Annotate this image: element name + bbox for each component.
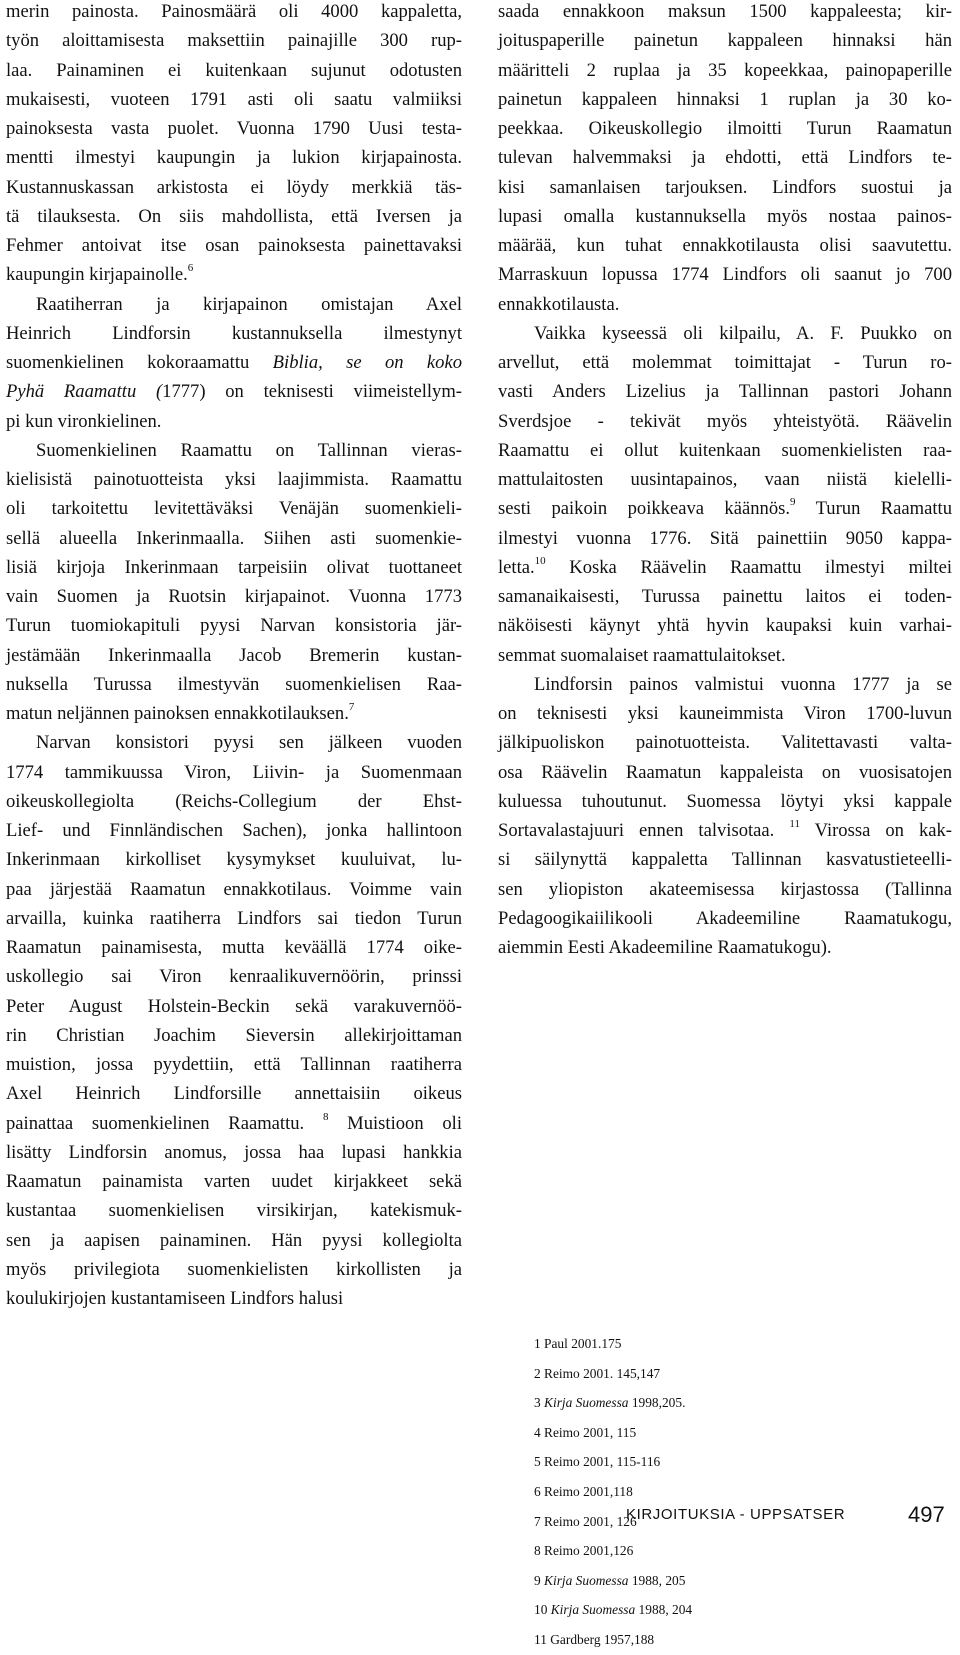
text-line — [498, 0, 952, 26]
text-line — [6, 494, 462, 523]
footnote-ref: 8 — [322, 1110, 329, 1123]
text-run: mattulaitosten uusintapainos, vaan niistä kielelli- — [498, 469, 952, 490]
text-line — [6, 1196, 462, 1225]
page-footer — [0, 1502, 960, 1532]
text-line — [498, 143, 952, 172]
text-run: kaupungin kirjapainolle. — [6, 264, 188, 286]
text-run: painoksesta vasta puolet. Vuonna 1790 Uusi testa- — [6, 118, 462, 139]
text-line — [498, 699, 952, 728]
text-line — [498, 728, 952, 757]
text-line — [6, 465, 462, 494]
text-run: suomenkielinen kokoraamattu — [6, 352, 273, 373]
text-line — [6, 173, 462, 202]
text-line — [6, 26, 462, 55]
text-run: arvellut, että molemmat toimittajat - Turun ro- — [498, 352, 952, 373]
text-run: määrää, kun tuhat ennakkotilausta olisi saavutettu. — [498, 235, 952, 256]
text-run: Sortavalastajuuri ennen talvisotaa. — [498, 820, 790, 841]
text-run: laa. Painaminen ei kuitenkaan sujunut odotusten — [6, 59, 462, 81]
text-run: koulukirjojen kustantamiseen Lindfors halusi — [6, 1288, 344, 1309]
text-line — [534, 1566, 834, 1596]
right-column — [498, 0, 952, 962]
text-line — [534, 1388, 834, 1418]
text-run: Suomenkielinen Raamattu on Tallinnan vieras- — [36, 439, 462, 461]
text-run: Raamatun painamisesta, mutta keväällä 1774 oike- — [6, 937, 462, 958]
italic-text: Biblia, se on koko — [272, 352, 462, 373]
footnotes — [534, 1329, 834, 1655]
text-line — [6, 1021, 462, 1050]
text-line — [498, 524, 952, 553]
text-line — [498, 553, 952, 582]
text-line — [498, 56, 952, 85]
text-line — [6, 143, 462, 172]
text-run: oli tarkoitettu levitettäväksi Venäjän suomenkieli- — [6, 498, 462, 520]
text-run: nuksella Turussa ilmestyvän suomenkielisen Raa- — [6, 673, 462, 695]
text-line — [498, 875, 952, 904]
text-run: pi kun vironkielinen. — [6, 410, 162, 432]
text-line — [498, 26, 952, 55]
text-line — [6, 1050, 462, 1079]
text-run: määritteli 2 ruplaa ja 35 kopeekkaa, painopaperille — [498, 59, 952, 81]
text-line — [6, 816, 462, 845]
text-line — [6, 611, 462, 640]
text-line — [498, 816, 952, 845]
text-line — [498, 407, 952, 436]
text-line — [498, 641, 952, 670]
text-run: Axel Heinrich Lindforsille annettaisiin oikeus — [6, 1083, 462, 1105]
text-line — [498, 85, 952, 114]
text-run: saada ennakkoon maksun 1500 kappaleesta; kir- — [498, 1, 952, 22]
italic-text: Kirja Suomessa — [544, 1395, 629, 1411]
text-run: Lindforsin painos valmistui vuonna 1777 ja se — [534, 673, 952, 695]
text-line — [6, 758, 462, 787]
text-line — [534, 1447, 834, 1477]
text-run: Raamattu ei ollut kuitenkaan suomenkielisten raa- — [498, 439, 952, 461]
text-run: Vaikka kyseessä oli kilpailu, A. F. Puukko on — [534, 322, 952, 344]
footnote-ref: 10 — [534, 554, 546, 567]
text-line — [498, 114, 952, 143]
italic-text: Pyhä Raamattu ( — [6, 381, 163, 403]
text-line — [534, 1625, 834, 1655]
text-run: peekkaa. Oikeuskollegio ilmoitti Turun Raamatun — [498, 118, 952, 139]
text-run: mentti ilmestyi kaupungin ja lukion kirjapainosta. — [6, 147, 462, 169]
text-line — [6, 407, 462, 436]
page-number: 497 — [908, 1502, 945, 1527]
text-line — [6, 377, 462, 406]
text-run: 9 — [534, 1572, 545, 1588]
text-line — [6, 1138, 462, 1167]
text-run: ilmestyi vuonna 1776. Sitä painettiin 9050 kappa- — [498, 527, 952, 549]
text-run: 1 Paul 2001.175 — [534, 1336, 622, 1351]
text-line — [6, 436, 462, 465]
text-run: paa järjestää Raamatun ennakkotilaus. Voimme vain — [6, 878, 462, 900]
text-run: on teknisesti yksi kauneimmista Viron 1700-luvun — [498, 703, 952, 724]
footnote-ref: 9 — [790, 496, 796, 509]
text-line — [6, 904, 462, 933]
text-run: Koska Räävelin Raamattu ilmestyi miltei — [545, 556, 952, 578]
text-run: matun neljännen painoksen ennakkotilauksen. — [6, 703, 349, 724]
text-run: sesti paikoin poikkeava käännös. — [498, 498, 791, 520]
text-run: joituspaperille painetun kappaleen hinnaksi hän — [498, 30, 952, 52]
text-run: painetun kappaleen hinnaksi 1 ruplan ja 30 ko- — [498, 88, 952, 110]
text-run: 1988, 205 — [628, 1572, 686, 1588]
text-line — [6, 290, 462, 319]
text-run: osa Räävelin Raamatun kappaleista on vuosisatojen — [498, 761, 952, 783]
text-run: tä tilauksesta. On siis mahdollista, että Iversen ja — [6, 205, 462, 227]
text-line — [6, 641, 462, 670]
text-line — [6, 933, 462, 962]
text-line — [498, 348, 952, 377]
text-run: painattaa suomenkielinen Raamattu. — [6, 1112, 323, 1134]
text-line — [498, 319, 952, 348]
text-run: semmat suomalaiset raamattulaitokset. — [498, 644, 786, 666]
text-run: Turun tuomiokapituli pyysi Narvan konsistoria jär- — [6, 615, 462, 637]
text-run: jälkipuoliskon painotuotteista. Valitettavasti valta- — [498, 732, 952, 754]
text-line — [498, 758, 952, 787]
text-run: Turun Raamattu — [795, 498, 953, 520]
text-line — [6, 787, 462, 816]
text-line — [498, 787, 952, 816]
footer-label: KIRJOITUKSIA - UPPSATSER — [626, 1506, 846, 1523]
text-run: ennakkotilausta. — [498, 293, 620, 315]
text-line — [534, 1418, 834, 1448]
text-run: työn aloittamisesta maksettiin painajille 300 rup- — [6, 30, 462, 52]
text-line — [498, 494, 952, 523]
text-line — [6, 1226, 462, 1255]
text-run: 8 Reimo 2001,126 — [534, 1543, 634, 1559]
text-line — [6, 524, 462, 553]
text-run: 5 Reimo 2001, 115-116 — [534, 1454, 661, 1470]
text-run: lupasi omalla kustannuksella myös nostaa painos- — [498, 205, 952, 227]
text-run: Marraskuun lopussa 1774 Lindfors oli saanut jo 700 — [498, 264, 952, 286]
text-run: Virossa on kak- — [799, 820, 953, 841]
text-line — [6, 56, 462, 85]
text-run: letta. — [498, 556, 535, 578]
text-line — [498, 202, 952, 231]
text-run: Narvan konsistori pyysi sen jälkeen vuoden — [36, 732, 462, 754]
text-line — [6, 875, 462, 904]
text-run: vain Suomen ja Ruotsin kirjapainot. Vuonna 1773 — [6, 586, 462, 607]
text-run: aiemmin Eesti Akadeemiline Raamatukogu). — [498, 937, 832, 958]
text-run: Muistioon oli — [328, 1112, 463, 1134]
text-run: Sverdsjoe - tekivät myös yhteistyötä. Räävelin — [498, 410, 952, 432]
text-line — [498, 670, 952, 699]
text-run: 1998,205. — [628, 1395, 686, 1411]
text-run: muistion, jossa pyydettiin, että Tallinnan raatiherra — [6, 1054, 462, 1075]
text-line — [498, 933, 952, 962]
text-run: oikeuskollegiolta (Reichs-Collegium der Ehst- — [6, 790, 462, 812]
text-run: sen ja aapisen painaminen. Hän pyysi kollegiolta — [6, 1229, 462, 1251]
text-run: Raamatun painamista varten uudet kirjakkeet sekä — [6, 1171, 462, 1192]
text-line — [498, 231, 952, 260]
text-line — [6, 202, 462, 231]
text-line — [6, 0, 462, 26]
text-line — [498, 173, 952, 202]
text-line — [534, 1536, 834, 1566]
text-run: 4 Reimo 2001, 115 — [534, 1424, 637, 1440]
text-line — [6, 231, 462, 260]
text-line — [6, 1284, 462, 1313]
text-run: sen yliopiston akateemisessa kirjastossa (Tallinna — [498, 878, 952, 900]
text-run: uskollegio sai Viron kenraalikuvernöörin, prinssi — [6, 966, 462, 988]
text-line — [498, 290, 952, 319]
text-line — [498, 260, 952, 289]
text-line — [6, 85, 462, 114]
text-run: kisi samanlaisen tarjouksen. Lindfors suostui ja — [498, 176, 952, 198]
footnote-ref: 6 — [187, 262, 194, 275]
text-line — [498, 377, 952, 406]
text-run: lisiä kirjoja Inkerinmaan tarpeisiin olivat tuottaneet — [6, 556, 462, 578]
text-run: 6 Reimo 2001,118 — [534, 1483, 633, 1499]
text-run: Peter August Holstein-Beckin sekä varakuvernöö- — [6, 995, 462, 1017]
text-run: samanaikaisesti, Turussa painettu laitos ei toden- — [498, 586, 952, 607]
text-line — [6, 1079, 462, 1108]
text-run: vasti Anders Lizelius ja Tallinnan pastori Johann — [498, 381, 952, 403]
text-run: 1777) on teknisesti viimeistellym- — [162, 381, 462, 403]
text-run: 2 Reimo 2001. 145,147 — [534, 1365, 661, 1381]
text-run: Kustannuskassan arkistosta ei löydy merkkiä täs- — [6, 176, 462, 198]
text-run: 3 — [534, 1395, 545, 1411]
text-line — [498, 436, 952, 465]
text-run: lisätty Lindforsin anomus, jossa haa lupasi hankkia — [6, 1141, 462, 1163]
text-run: Fehmer antoivat itse osan painoksesta painettavaksi — [6, 235, 462, 256]
footnote-ref: 11 — [789, 818, 800, 830]
text-run: merin painosta. Painosmäärä oli 4000 kappaletta, — [6, 1, 462, 22]
text-line — [6, 260, 462, 289]
text-run: 1988, 204 — [635, 1602, 693, 1618]
text-line — [6, 319, 462, 348]
text-line — [6, 1167, 462, 1196]
text-line — [534, 1359, 834, 1389]
text-line — [6, 728, 462, 757]
text-run: kielisistä painotuotteista yksi laajimmista. Raamattu — [6, 469, 462, 490]
text-run: si säilynyttä kappaletta Tallinnan kasvatustieteelli- — [498, 849, 952, 871]
text-line — [498, 465, 952, 494]
text-run: Lief- und Finnländischen Sachen), jonka hallintoon — [6, 820, 462, 841]
text-run: kuluessa tuhoutunut. Suomessa löytyi yksi kappale — [498, 790, 952, 812]
text-line — [6, 1109, 462, 1138]
text-run: kustantaa suomenkielisen virsikirjan, katekismuk- — [6, 1200, 462, 1222]
text-run: 10 — [534, 1602, 551, 1618]
text-line — [498, 904, 952, 933]
text-run: tulevan halvemmaksi ja ehdotti, että Lindfors te- — [498, 147, 952, 169]
text-line — [6, 348, 462, 377]
text-line — [6, 1255, 462, 1284]
text-line — [6, 553, 462, 582]
text-run: 11 Gardberg 1957,188 — [534, 1631, 655, 1647]
text-run: Heinrich Lindforsin kustannuksella ilmestynyt — [6, 322, 462, 344]
footnote-ref: 7 — [348, 701, 355, 713]
italic-text: Kirja Suomessa — [550, 1602, 636, 1618]
text-line — [6, 582, 462, 611]
text-line — [6, 114, 462, 143]
text-run: Pedagoogikaiilikooli Akadeemiline Raamatukogu, — [498, 907, 952, 929]
text-line — [534, 1329, 834, 1359]
left-column — [6, 0, 462, 1313]
text-run: Inkerinmaan kirkolliset kysymykset kuuluivat, lu- — [6, 849, 462, 871]
text-line — [6, 699, 462, 728]
text-run: arvailla, kuinka raatiherra Lindfors sai tiedon Turun — [6, 907, 462, 929]
text-run: 1774 tammikuussa Viron, Liivin- ja Suomenmaan — [6, 761, 462, 783]
text-line — [498, 611, 952, 640]
text-line — [6, 670, 462, 699]
text-run: sellä alueella Inkerinmaalla. Siihen asti suomenkie- — [6, 527, 462, 549]
text-line — [498, 845, 952, 874]
italic-text: Kirja Suomessa — [544, 1572, 629, 1588]
text-run: myös privilegiota suomenkielisten kirkollisten ja — [6, 1258, 462, 1280]
text-run: Raatiherran ja kirjapainon omistajan Axel — [36, 293, 462, 315]
text-run: mukaisesti, vuoteen 1791 asti oli saatu valmiiksi — [6, 88, 462, 110]
text-run: jestämään Inkerinmaalla Jacob Bremerin kustan- — [6, 644, 462, 666]
text-line — [534, 1595, 834, 1625]
text-line — [6, 962, 462, 991]
text-run: rin Christian Joachim Sieversin allekirjoittaman — [6, 1024, 462, 1046]
text-run: 7 Reimo 2001, 126 — [534, 1513, 637, 1529]
text-line — [498, 582, 952, 611]
text-line — [6, 992, 462, 1021]
text-line — [6, 845, 462, 874]
text-run: näköisesti käynyt yhtä hyvin kaupaksi kuin varhai- — [498, 615, 952, 637]
